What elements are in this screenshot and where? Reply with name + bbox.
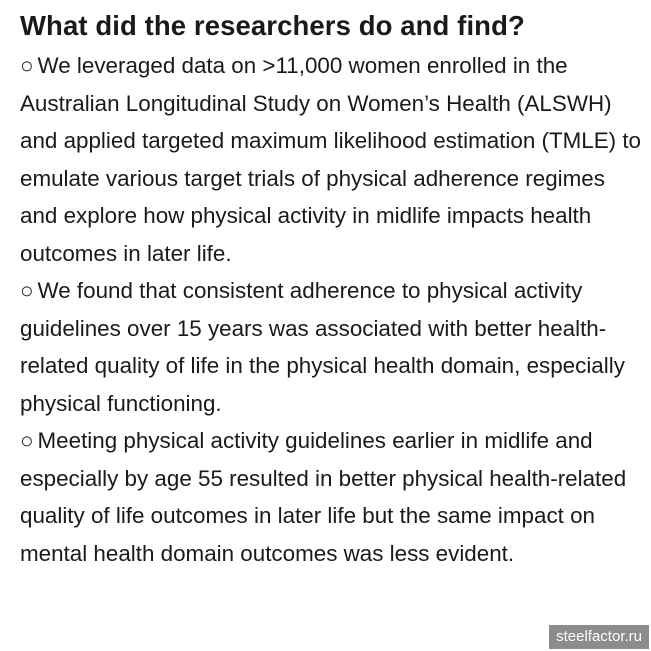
bullet-item [20,422,645,572]
bullet-text: We found that consistent adherence to physical activity guidelines over 15 years was associated with better health-related quality of life in the physical health domain, especially physical functioning. [20,278,625,416]
bullet-circle-icon: ○ [20,278,34,303]
bullet-text: We leveraged data on >11,000 women enrolled in the Australian Longitudinal Study on Women’s Health (ALSWH) and applied targeted maximum likelihood estimation (TMLE) to emulate various target trials of physical adherence regimes and explore how physical activity in midlife impacts health outcomes in later life. [20,53,642,266]
article-section [20,8,645,572]
bullet-item [20,47,645,272]
bullet-list [20,47,645,572]
bullet-text: Meeting physical activity guidelines earlier in midlife and especially by age 55 resulted in better physical health-related quality of life outcomes in later life but the same impact on mental health domain outcomes was less evident. [20,428,627,566]
bullet-item [20,272,645,422]
watermark: steelfactor.ru [549,625,649,649]
bullet-circle-icon: ○ [20,53,34,78]
bullet-circle-icon: ○ [20,428,34,453]
section-heading: What did the researchers do and find? [20,10,525,41]
